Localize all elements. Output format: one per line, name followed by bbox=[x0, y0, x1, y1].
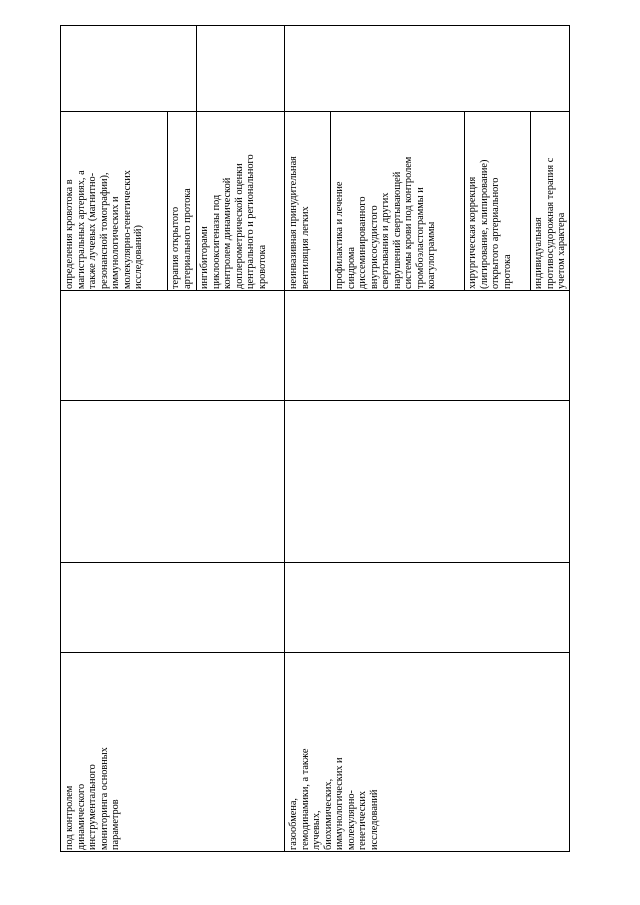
row2-col1-text: газообмена, гемодинамики, а также лучевых, биохимических, иммунологических и молекулярно- генетических исследований bbox=[288, 748, 380, 850]
row1-col1-text: под контролем динамического инструментального мониторинга основных параметров bbox=[64, 747, 121, 850]
row2-col6-entry2: профилактика и лечение синдрома диссеминированного внутрисосудистого свертывания и других нарушений свертывающей системы крови под контролем тромбоэластограммы и коагулограммы bbox=[334, 156, 437, 289]
row1-col6-entry2: терапия открытого артериального протока bbox=[170, 188, 193, 289]
row1-col6-entry3: ингибиторами циклооксигеназы под контролем динамической доплерометрической оценки центрального и регионального кровотока bbox=[199, 154, 268, 289]
row2-col6-entry4: индивидуальная противосудорожная терапия с учетом характера bbox=[533, 157, 567, 289]
row2-col6-entry1: неинвазивная принудительная вентиляция легких bbox=[288, 156, 311, 289]
row2-col6-entry3: хирургическая коррекция (лигирование, клипирование) открытого артериального протока bbox=[467, 159, 513, 289]
row1-col6-entry1: определения кровотока в магистральных артериях, а также лучевых (магнитно- резонансной томографии), иммунологических и молекулярно-генетических исследований) bbox=[64, 170, 144, 289]
